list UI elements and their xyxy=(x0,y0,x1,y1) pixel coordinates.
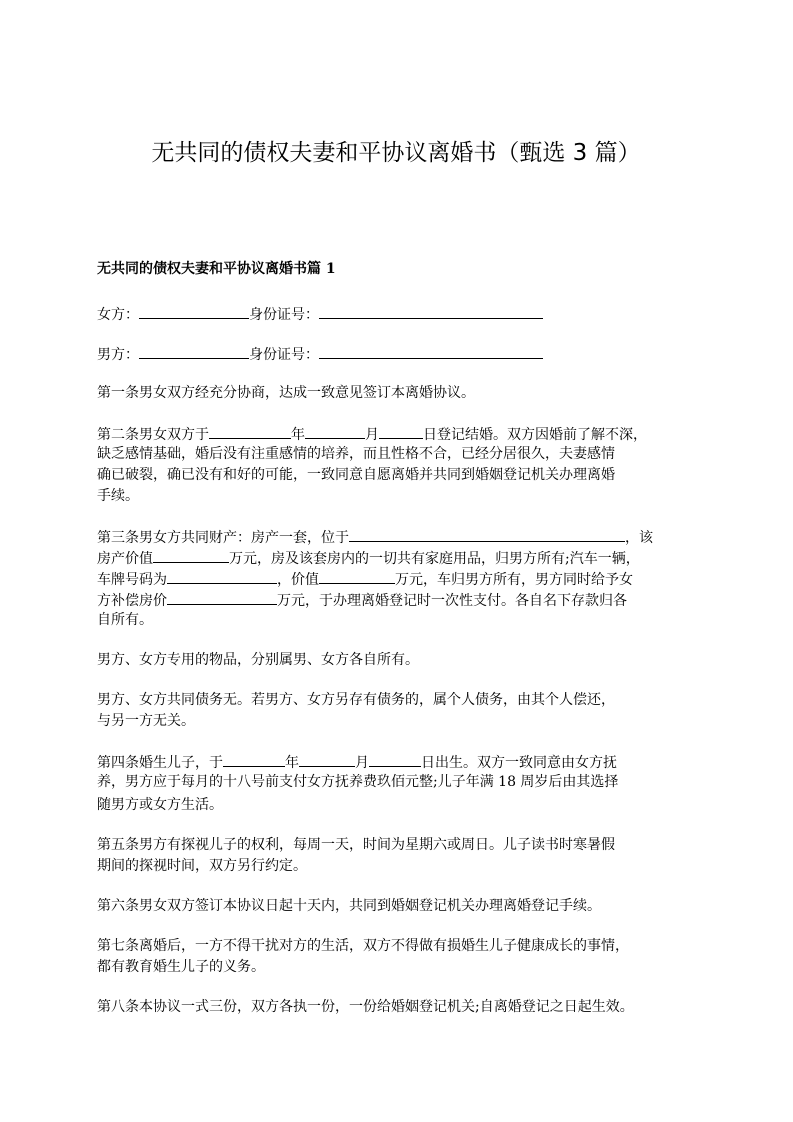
article-3-text-g: 万元，车归男方所有，男方同时给予女 xyxy=(395,572,633,588)
birth-month-label: 月 xyxy=(355,755,369,771)
debts-line-2: 与另一方无关。 xyxy=(97,713,195,729)
article-3-text-i: 万元，于办理离婚登记时一次性支付。各自名下存款归各 xyxy=(277,593,627,609)
property-address-blank xyxy=(349,526,625,542)
article-7-line-2: 都有教育婚生儿子的义务。 xyxy=(97,959,265,975)
debts-line-1: 男方、女方共同债务无。若男方、女方另存有债务的，属个人债务，由其个人偿还， xyxy=(97,692,615,708)
male-id-label: 身份证号： xyxy=(249,347,319,363)
article-8: 第八条本协议一式三份，双方各执一份，一份给婚姻登记机关;自离婚登记之日起生效。 xyxy=(97,999,634,1015)
compensation-blank xyxy=(167,589,277,605)
plate-number-blank xyxy=(167,568,277,584)
article-3-line-1 xyxy=(97,526,653,548)
article-3-text-e: 车牌号码为 xyxy=(97,572,167,588)
article-3-line-2 xyxy=(97,547,640,569)
article-2-line-1 xyxy=(97,423,647,445)
article-2-text-a: 第二条男女双方于 xyxy=(97,427,209,443)
article-7-line-1: 第七条离婚后，一方不得干扰对方的生活，双方不得做有损婚生儿子健康成长的事情， xyxy=(97,938,629,954)
year-label: 年 xyxy=(291,427,305,443)
article-3-text-a: 第三条男女方共同财产：房产一套，位于 xyxy=(97,530,349,546)
section-heading: 无共同的债权夫妻和平协议离婚书篇 1 xyxy=(97,261,336,277)
female-label: 女方： xyxy=(97,307,139,323)
article-6: 第六条男女双方签订本协议日起十天内，共同到婚姻登记机关办理离婚登记手续。 xyxy=(97,898,601,914)
female-party-line xyxy=(97,303,543,325)
article-3-text-h: 方补偿房价 xyxy=(97,593,167,609)
female-id-label: 身份证号： xyxy=(249,307,319,323)
male-party-line xyxy=(97,343,543,365)
article-4-line-1 xyxy=(97,751,617,773)
article-4-line-3: 随男方或女方生活。 xyxy=(97,797,223,813)
article-4-text-b: 日出生。双方一致同意由女方抚 xyxy=(421,755,617,771)
article-3-text-c: 房产价值 xyxy=(97,551,153,567)
article-3-text-b: ，该 xyxy=(625,530,653,546)
marriage-month-blank xyxy=(305,423,365,439)
article-2-text-b: 日登记结婚。双方因婚前了解不深， xyxy=(423,427,647,443)
document-title: 无共同的债权夫妻和平协议离婚书（甄选 3 篇） xyxy=(151,140,641,166)
article-3-text-f: ，价值 xyxy=(277,572,319,588)
property-value-blank xyxy=(153,547,229,563)
male-name-blank xyxy=(139,343,249,359)
article-4-text-a: 第四条婚生儿子，于 xyxy=(97,755,223,771)
personal-items-clause: 男方、女方专用的物品，分别属男、女方各自所有。 xyxy=(97,652,419,668)
article-2-line-2: 缺乏感情基础，婚后没有注重感情的培养，而且性格不合，已经分居很久，夫妻感情 xyxy=(97,446,615,462)
car-value-blank xyxy=(319,568,395,584)
birth-day-blank xyxy=(369,751,421,767)
birth-year-label: 年 xyxy=(285,755,299,771)
article-2-line-3: 确已破裂，确已没有和好的可能，一致同意自愿离婚并共同到婚姻登记机关办理离婚 xyxy=(97,467,615,483)
marriage-day-blank xyxy=(379,423,423,439)
article-2-line-4: 手续。 xyxy=(97,488,139,504)
month-label: 月 xyxy=(365,427,379,443)
male-id-blank xyxy=(319,343,543,359)
article-3-line-3 xyxy=(97,568,633,590)
article-5-line-2: 期间的探视时间，双方另行约定。 xyxy=(97,858,307,874)
article-5-line-1: 第五条男方有探视儿子的权利，每周一天，时间为星期六或周日。儿子读书时寒暑假 xyxy=(97,837,615,853)
birth-year-blank xyxy=(223,751,285,767)
article-3-line-4 xyxy=(97,589,627,611)
article-3-line-5: 自所有。 xyxy=(97,612,153,628)
article-3-text-d: 万元，房及该套房内的一切共有家庭用品，归男方所有;汽车一辆， xyxy=(229,551,640,567)
female-name-blank xyxy=(139,303,249,319)
female-id-blank xyxy=(319,303,543,319)
male-label: 男方： xyxy=(97,347,139,363)
birth-month-blank xyxy=(299,751,355,767)
article-4-line-2: 养，男方应于每月的十八号前支付女方抚养费玖佰元整;儿子年满 18 周岁后由其选择 xyxy=(97,774,619,790)
marriage-year-blank xyxy=(209,423,291,439)
article-1: 第一条男女双方经充分协商，达成一致意见签订本离婚协议。 xyxy=(97,385,475,401)
